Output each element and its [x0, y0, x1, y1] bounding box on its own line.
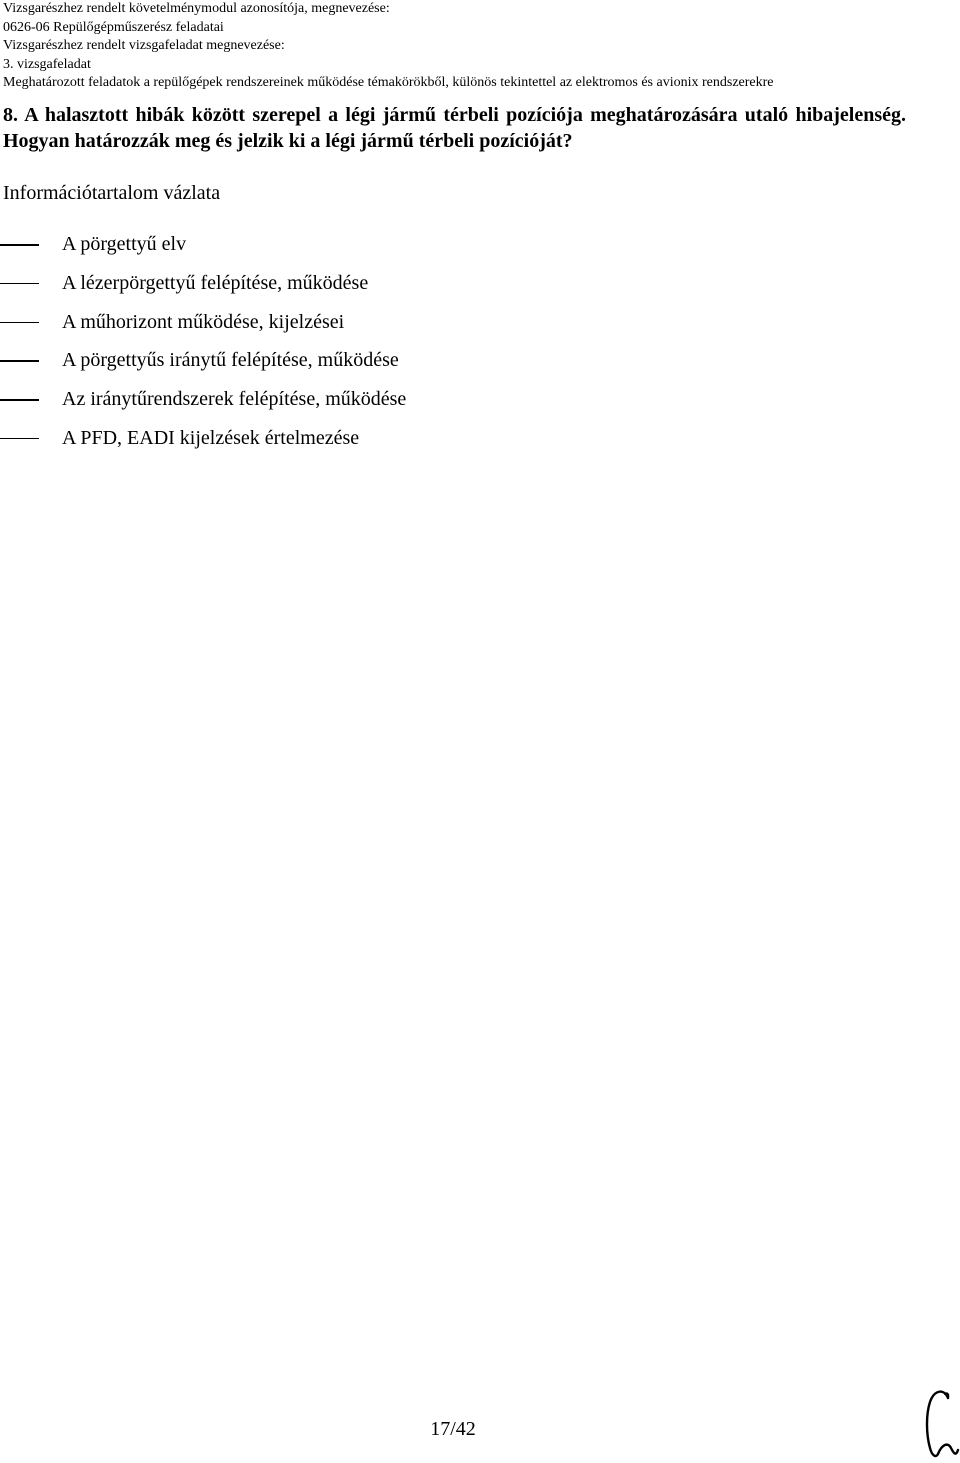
- question-text: 8. A halasztott hibák között szerepel a légi jármű térbeli pozíciója meghatározására utaló hibajelenség. Hogyan határozzák meg és jelzik ki a légi jármű térbeli pozícióját?: [3, 104, 906, 152]
- dash-bullet-icon: [0, 399, 39, 401]
- header-module-label: Vizsgarészhez rendelt követelménymodul azonosítója, megnevezése:: [3, 1, 390, 16]
- list-item-text: A PFD, EADI kijelzések értelmezése: [62, 426, 360, 449]
- handwritten-signature: [918, 1384, 960, 1462]
- outline-title: Információtartalom vázlata: [3, 182, 221, 204]
- dash-bullet-icon: [0, 244, 39, 246]
- page-number: 17/42: [430, 1418, 476, 1440]
- list-item-text: A pörgettyű elv: [62, 233, 187, 255]
- header-task-name: 3. vizsgafeladat: [3, 56, 91, 72]
- header-module-name: 0626-06 Repülőgépműszerész feladatai: [3, 19, 224, 35]
- dash-bullet-icon: [0, 322, 39, 324]
- header-task-label: Vizsgarészhez rendelt vizsgafeladat megnevezése:: [3, 38, 285, 53]
- list-item-text: A műhorizont működése, kijelzései: [62, 310, 345, 333]
- list-item-text: Az iránytűrendszerek felépítése, működése: [62, 388, 407, 411]
- header-task-description: Meghatározott feladatok a repülőgépek rendszereinek működése témakörökből, különös tekintettel az elektromos és avionix rendszerekre: [3, 75, 774, 90]
- dash-bullet-icon: [0, 283, 39, 285]
- dash-bullet-icon: [0, 438, 39, 440]
- list-item-text: A lézerpörgettyű felépítése, működése: [62, 271, 369, 294]
- document-header: [3, 0, 953, 93]
- dash-bullet-icon: [0, 360, 39, 362]
- list-item-text: A pörgettyűs iránytű felépítése, működése: [62, 349, 399, 372]
